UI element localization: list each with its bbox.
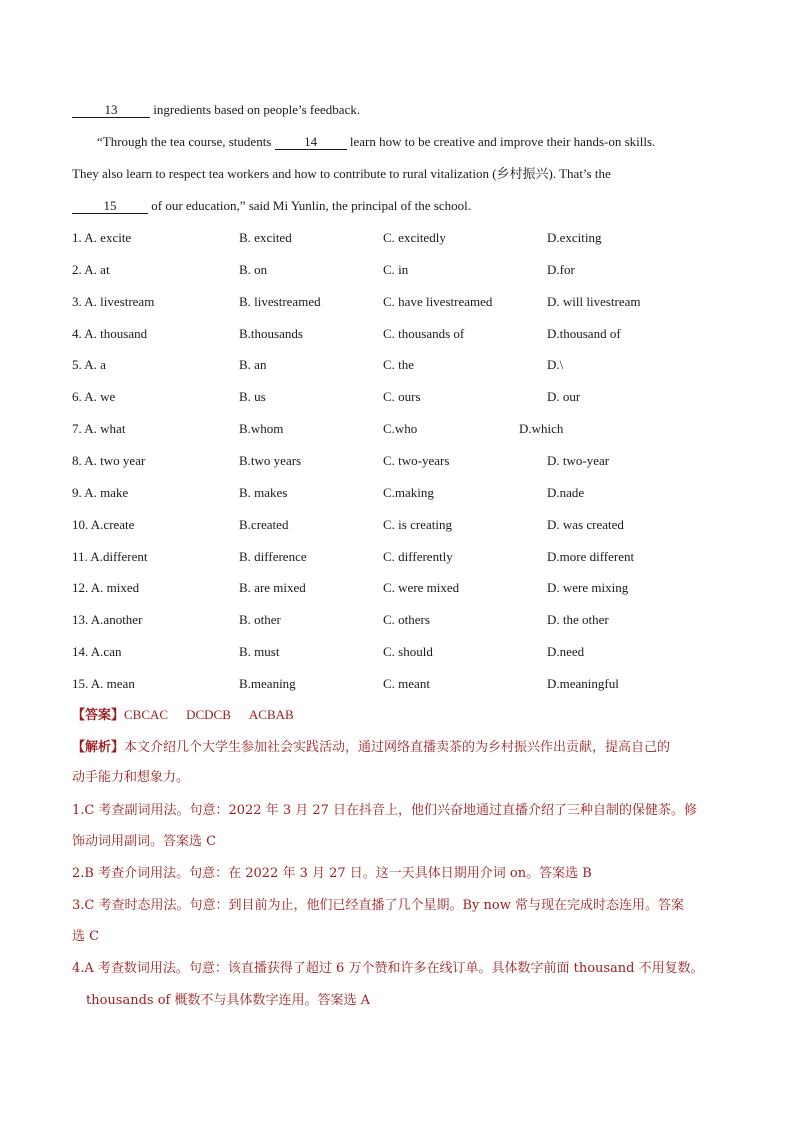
option-b: B. on <box>239 261 268 277</box>
passage-text: They also learn to respect tea workers and how to contribute to rural vitalization (乡村振兴). That’s the <box>72 166 611 181</box>
option-c: C. ours <box>383 389 421 405</box>
option-c: C. were mixed <box>383 580 460 596</box>
question-row <box>72 675 732 693</box>
passage-line-3 <box>72 165 611 183</box>
analysis-item-2-line-1: 2.B 考查介词用法。句意：在 2022 年 3 月 27 日。这一天具体日期用介词 on。答案选 B <box>72 866 592 881</box>
question-row <box>72 643 732 661</box>
analysis-item-4-line-2: thousands of 概数不与具体数字连用。答案选 A <box>86 993 371 1008</box>
option-b: B. us <box>239 389 266 405</box>
analysis-label: 【解析】 <box>72 740 125 755</box>
option-b: B. excited <box>239 230 292 245</box>
option-d: D.more different <box>547 548 635 564</box>
option-c: C. in <box>383 261 409 277</box>
option-a: 2. A. at <box>72 261 110 277</box>
question-row <box>72 356 732 374</box>
option-a: 11. A.different <box>72 548 148 564</box>
answer-group-1: CBCAC <box>124 707 169 722</box>
answer-group-2: DCDCB <box>186 707 231 722</box>
passage-line-4 <box>72 197 471 215</box>
option-a: 10. A.create <box>72 516 135 532</box>
option-d: D.exciting <box>547 230 602 245</box>
question-row <box>72 611 732 629</box>
question-row <box>72 293 732 311</box>
option-b: B. must <box>239 644 280 659</box>
question-row <box>72 261 732 279</box>
question-row <box>72 229 732 247</box>
question-row <box>72 516 732 534</box>
question-row <box>72 420 732 438</box>
analysis-intro-line-1 <box>72 738 670 757</box>
option-a: 8. A. two year <box>72 453 146 468</box>
option-a: 5. A. a <box>72 357 106 373</box>
answer-label: 【答案】 <box>72 708 125 723</box>
option-c: C. differently <box>383 548 453 564</box>
option-d: D.nade <box>547 484 585 500</box>
analysis-intro-line-2: 动手能力和想象力。 <box>72 770 190 785</box>
option-a: 9. A. make <box>72 484 129 500</box>
option-b: B. other <box>239 612 281 628</box>
option-a: 13. A.another <box>72 612 143 628</box>
option-a: 7. A. what <box>72 421 126 437</box>
option-c: C. meant <box>383 675 430 691</box>
option-c: C. the <box>383 357 415 373</box>
analysis-item-1-line-1: 1.C 考查副词用法。句意：2022 年 3 月 27 日在抖音上，他们兴奋地通过直播介绍了三种自制的保健茶。修 <box>72 803 698 818</box>
option-b: B. an <box>239 357 267 373</box>
answer-group-3: ACBAB <box>248 707 294 722</box>
option-b: B. makes <box>239 484 288 500</box>
option-a: 3. A. livestream <box>72 293 155 309</box>
option-c: C. others <box>383 612 430 628</box>
option-d: D.need <box>547 644 585 659</box>
option-b: B.whom <box>239 421 284 437</box>
option-c: C. two-years <box>383 453 450 468</box>
answer-line <box>72 706 294 725</box>
analysis-item-3-line-1: 3.C 考查时态用法。句意：到目前为止，他们已经直播了几个星期。By now 常与现在完成时态连用。答案 <box>72 898 684 913</box>
question-row <box>72 579 732 597</box>
blank-15: 15 <box>72 198 148 214</box>
passage-text: of our education,” said Mi Yunlin, the principal of the school. <box>151 198 472 213</box>
analysis-item-1-line-2: 饰动词用副词。答案选 C <box>72 834 217 849</box>
option-b: B.two years <box>239 453 302 468</box>
option-a: 12. A. mixed <box>72 580 140 596</box>
question-row <box>72 452 732 470</box>
option-a: 6. A. we <box>72 389 116 405</box>
analysis-item-4-line-1: 4.A 考查数词用法。句意：该直播获得了超过 6 万个赞和许多在线订单。具体数字前面 thousand 不用复数。 <box>72 961 704 976</box>
analysis-item-3-line-2: 选 C <box>72 929 100 944</box>
option-d: D. the other <box>547 612 609 628</box>
option-b: B. are mixed <box>239 580 306 596</box>
passage-line-2 <box>97 133 655 151</box>
question-row <box>72 484 732 502</box>
passage-line-1 <box>72 101 360 119</box>
option-c: C. have livestreamed <box>383 293 493 309</box>
option-d: D.thousand of <box>547 325 621 341</box>
option-b: B. livestreamed <box>239 293 321 309</box>
question-row <box>72 548 732 566</box>
option-d: D. were mixing <box>547 580 629 596</box>
option-d: D.\ <box>547 357 564 373</box>
option-d: D.for <box>547 261 575 277</box>
option-c: C. is creating <box>383 516 452 532</box>
option-c: C. thousands of <box>383 325 465 341</box>
option-c: C. excitedly <box>383 230 446 245</box>
option-b: B.created <box>239 516 289 532</box>
option-d: D. two-year <box>547 453 610 468</box>
question-row <box>72 388 732 406</box>
option-a: 1. A. excite <box>72 230 132 245</box>
analysis-intro: 本文介绍几个大学生参加社会实践活动，通过网络直播卖茶的为乡村振兴作出贡献，提高自己的 <box>124 740 671 755</box>
option-c: C.making <box>383 484 434 500</box>
option-b: B.thousands <box>239 325 303 341</box>
question-row <box>72 325 732 343</box>
passage-text: ingredients based on people’s feedback. <box>153 102 361 117</box>
option-d: D. was created <box>547 516 624 532</box>
option-b: B.meaning <box>239 675 296 691</box>
option-a: 4. A. thousand <box>72 325 148 341</box>
option-d: D.which <box>519 421 564 437</box>
option-a: 15. A. mean <box>72 675 135 691</box>
option-c: C.who <box>383 421 418 437</box>
blank-13: 13 <box>72 102 150 118</box>
blank-14: 14 <box>275 134 347 150</box>
passage-text: “Through the tea course, students <box>97 134 272 149</box>
option-c: C. should <box>383 644 433 659</box>
option-d: D. will livestream <box>547 293 641 309</box>
option-a: 14. A.can <box>72 644 122 659</box>
option-b: B. difference <box>239 548 307 564</box>
option-d: D.meaningful <box>547 675 619 691</box>
passage-text: learn how to be creative and improve their hands-on skills. <box>349 134 656 149</box>
option-d: D. our <box>547 389 581 405</box>
